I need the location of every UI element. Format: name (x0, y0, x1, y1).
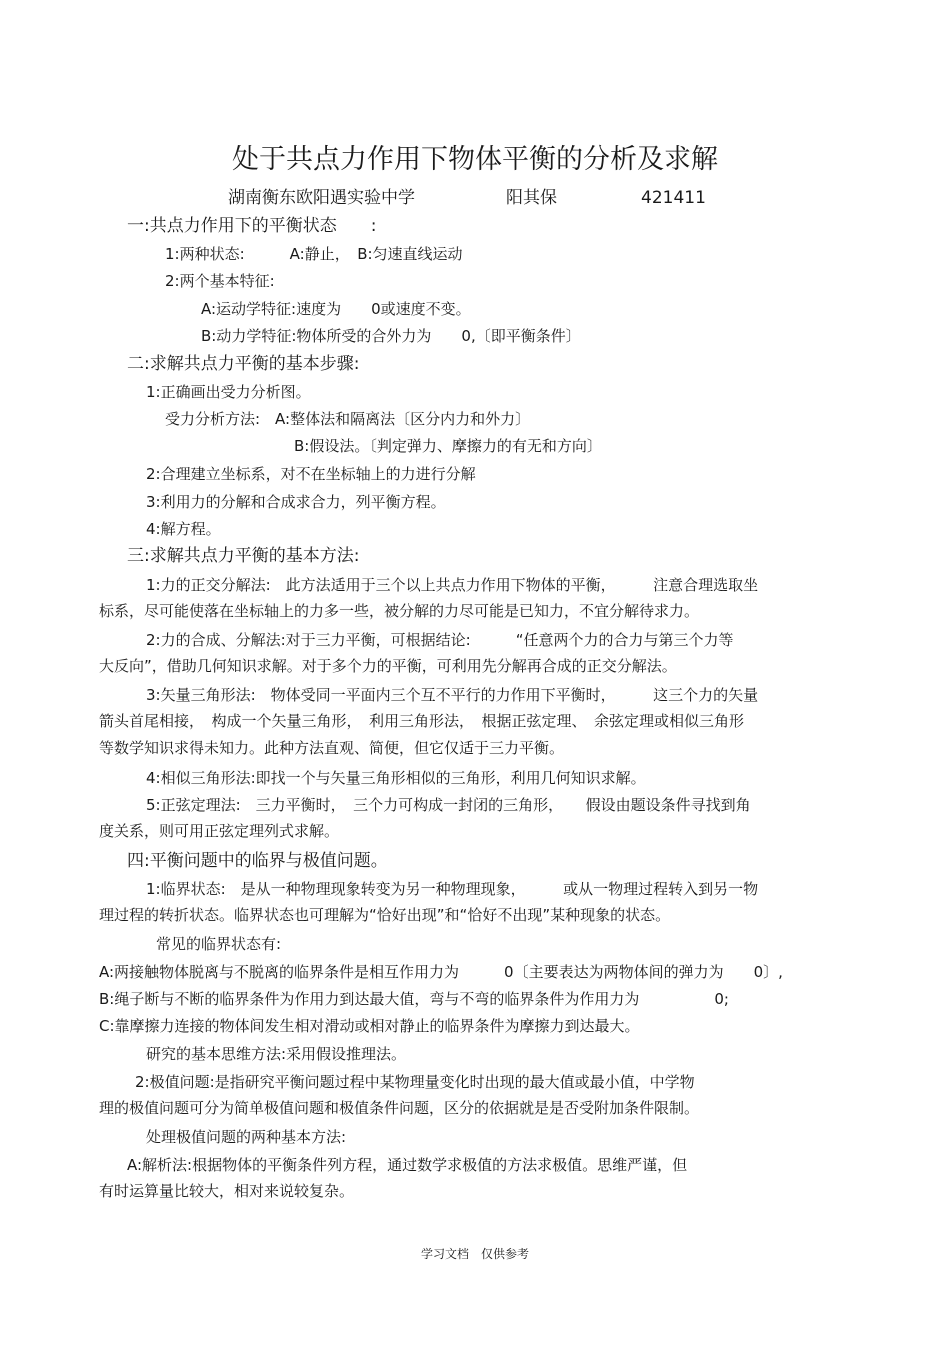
section-2-line-3: B:假设法。〔判定弹力、摩擦力的有无和方向〕 (294, 437, 602, 455)
section-3-para-2-line-2: 大反向”，借助几何知识求解。对于多个力的平衡，可利用先分解再合成的正交分解法。 (99, 657, 677, 675)
section-2-line-5: 3:利用力的分解和合成求合力，列平衡方程。 (146, 493, 446, 511)
section-4-item-b: B:绳子断与不断的临界条件为作用力到达最大值，弯与不弯的临界条件为作用力为 0; (99, 990, 729, 1008)
section-4-para-1-line-1: 1:临界状态: 是从一种物理现象转变为另一种物理现象， 或从一物理过程转入到另一物 (146, 880, 759, 898)
section-4-extreme-methods-title: 处理极值问题的两种基本方法: (146, 1128, 347, 1146)
section-2-line-1: 1:正确画出受力分析图。 (146, 383, 311, 401)
author-code: 421411 (641, 188, 706, 208)
section-2-heading: 二:求解共点力平衡的基本步骤: (127, 354, 360, 374)
page-footer: 学习文档 仅供参考 (420, 1247, 529, 1261)
section-4-item-a: A:两接触物体脱离与不脱离的临界条件是相互作用力为 0〔主要表达为两物体间的弹力为 0〕, (99, 963, 783, 981)
section-3-heading: 三:求解共点力平衡的基本方法: (127, 546, 360, 566)
section-1-line-2: 2:两个基本特征: (165, 272, 275, 290)
author-school: 湖南衡东欧阳遇实验中学 (228, 188, 415, 208)
section-3-para-1-line-1: 1:力的正交分解法: 此方法适用于三个以上共点力作用下物体的平衡， 注意合理选取坐 (146, 576, 759, 594)
section-3-para-3-line-2: 箭头首尾相接， 构成一个矢量三角形， 利用三角形法， 根据正弦定理、 余弦定理或相似三角形 (99, 712, 745, 730)
section-1-line-3: A:运动学特征:速度为 0或速度不变。 (201, 300, 471, 318)
section-1-line-1: 1:两种状态: A:静止， B:匀速直线运动 (165, 245, 463, 263)
section-4-item-c: C:靠摩擦力连接的物体间发生相对滑动或相对静止的临界条件为摩擦力到达最大。 (99, 1017, 640, 1035)
section-4-para-3-line-1: A:解析法:根据物体的平衡条件列方程，通过数学求极值的方法求极值。思维严谨，但 (127, 1156, 688, 1174)
section-3-para-1-line-2: 标系，尽可能使落在坐标轴上的力多一些，被分解的力尽可能是已知力，不宜分解待求力。 (99, 602, 700, 620)
section-3-para-5-line-1: 5:正弦定理法: 三力平衡时， 三个力可构成一封闭的三角形， 假设由题设条件寻找到角 (146, 796, 751, 814)
section-4-para-2-line-1: 2:极值问题:是指研究平衡问题过程中某物理量变化时出现的最大值或最小值，中学物 (135, 1073, 695, 1091)
section-3-para-5-line-2: 度关系，则可用正弦定理列式求解。 (99, 822, 340, 840)
section-3-para-3-line-1: 3:矢量三角形法: 物体受同一平面内三个互不平行的力作用下平衡时， 这三个力的矢量 (146, 686, 759, 704)
section-3-para-2-line-1: 2:力的合成、分解法:对于三力平衡，可根据结论: “任意两个力的合力与第三个力等 (146, 631, 734, 649)
section-1-heading: 一:共点力作用下的平衡状态 : (127, 216, 377, 236)
section-4-para-2-line-2: 理的极值问题可分为简单极值问题和极值条件问题，区分的依据就是是否受附加条件限制。 (99, 1099, 700, 1117)
section-1-line-4: B:动力学特征:物体所受的合外力为 0,〔即平衡条件〕 (201, 327, 581, 345)
section-4-heading: 四:平衡问题中的临界与极值问题。 (127, 851, 388, 871)
section-3-para-4: 4:相似三角形法:即找一个与矢量三角形相似的三角形，利用几何知识求解。 (146, 769, 646, 787)
section-4-para-1-line-2: 理过程的转折状态。临界状态也可理解为“恰好出现”和“恰好不出现”某种现象的状态。 (99, 906, 671, 924)
section-4-para-3-line-2: 有时运算量比较大，相对来说较复杂。 (99, 1182, 355, 1200)
section-4-method-line: 研究的基本思维方法:采用假设推理法。 (146, 1045, 407, 1063)
section-4-critical-list-title: 常见的临界状态有: (156, 935, 282, 953)
section-2-line-6: 4:解方程。 (146, 520, 221, 538)
section-2-line-4: 2:合理建立坐标系，对不在坐标轴上的力进行分解 (146, 465, 476, 483)
section-3-para-3-line-3: 等数学知识求得未知力。此种方法直观、简便，但它仅适于三力平衡。 (99, 739, 565, 757)
author-name: 阳其保 (506, 188, 557, 208)
section-2-line-2: 受力分析方法: A:整体法和隔离法〔区分内力和外力〕 (165, 410, 531, 428)
document-title: 处于共点力作用下物体平衡的分析及求解 (232, 144, 718, 175)
